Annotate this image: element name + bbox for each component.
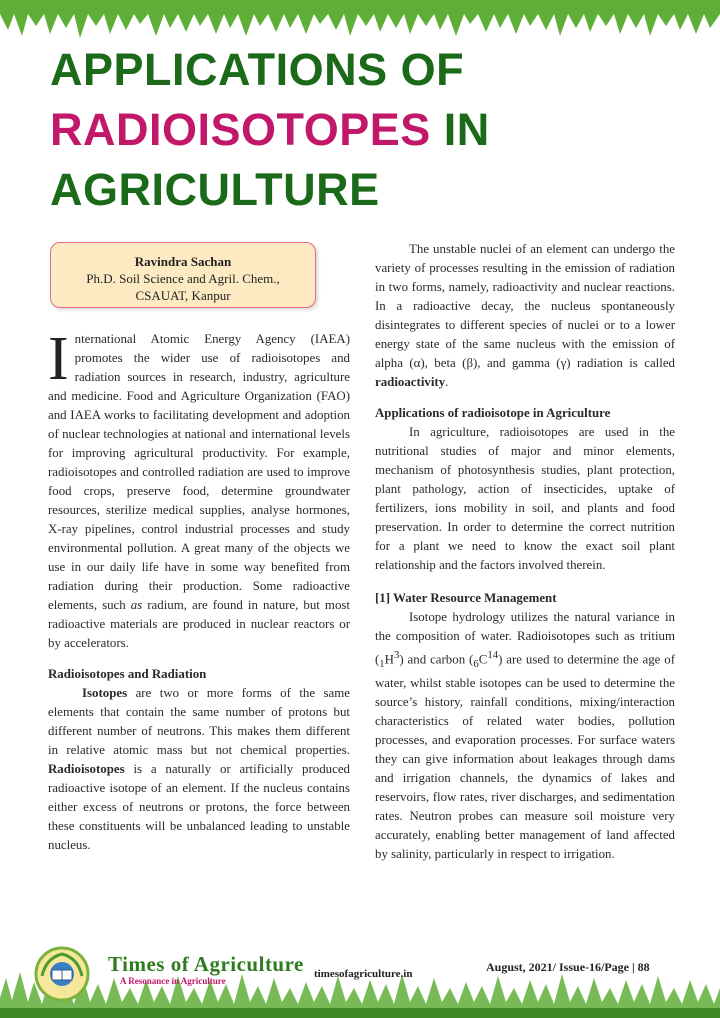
grass-top-decoration bbox=[0, 0, 720, 40]
title-radioisotopes: RADIOISOTOPES bbox=[50, 104, 431, 155]
water-text-a: Isotope hydrology utilizes the natural variance in the composition of water. Radioisotopes such as tritium ( bbox=[375, 610, 675, 667]
carbon-sub: 6 bbox=[473, 657, 479, 670]
water-paragraph bbox=[375, 608, 675, 864]
title-line-1: APPLICATIONS OF bbox=[50, 44, 465, 95]
radioisotopes-term: Radioisotopes bbox=[48, 762, 125, 776]
radioactivity-paragraph bbox=[375, 240, 675, 392]
radioactivity-end: . bbox=[445, 375, 449, 389]
intro-paragraph bbox=[48, 325, 350, 653]
tritium-el: H bbox=[384, 652, 394, 667]
section-heading-radioisotopes: Radioisotopes and Radiation bbox=[48, 667, 207, 681]
times-of-agriculture-logo-icon bbox=[32, 944, 92, 1004]
intro-as: as bbox=[130, 598, 143, 612]
water-text-c: ) are used to determine the age of water, whilst stable isotopes can be used to determine the source’s history, rainfall conditions, mixing/interaction characteristics of related water bodies, pollution processes, and evaporation processes. For surface waters they can give information about leakages through dams and irrigation channels, the dynamics of lakes and reservoirs, flow rates, river discharges, and sedimentation rates. Neutron probes can measure soil moisture very accurately, enabling better management of land affected by salinity, particularly in respect to irrigation. bbox=[375, 652, 676, 861]
footer-brand: Times of Agriculture bbox=[108, 952, 304, 976]
section-heading-water: [1] Water Resource Management bbox=[375, 591, 557, 605]
carbon-el: C bbox=[478, 652, 488, 667]
tritium-sup: 3 bbox=[393, 649, 400, 661]
tritium-sub: 1 bbox=[379, 657, 385, 670]
intro-text: nternational Atomic Energy Agency (IAEA) promotes the wider use of radioisotopes and radiation sources in research, industry, agriculture and medicine. Food and Agriculture Organization (FAO) and IAEA works to facilitating development and adoption of nuclear technologies at national and international levels for improving agricultural productivity. For example, radioisotopes and controlled radiation are used to improve food crops, preserve food, determine groundwater resources, sterilize medical supplies, analyse hormones, X-ray pipelines, control industrial processes and study environmental pollution. A great many of the objects we use in our daily life have in some way benefited from radiation during their production. Some radioactive elements, such bbox=[48, 332, 350, 612]
title-line-3: AGRICULTURE bbox=[50, 164, 380, 215]
applications-paragraph: In agriculture, radioisotopes are used in the nutritional studies of major and minor elements, mechanism of photosynthesis studies, plant protection, plant pathology, action of insecticides, uptake of fertilizers, ions mobility in soil, and plants and food preservation. In order to determine the correct nutrition for a plant we need to know the exact soil plant relationship and the factors involved therein. bbox=[375, 425, 675, 572]
article-title bbox=[50, 40, 690, 220]
author-affiliation-2: CSAUAT, Kanpur bbox=[135, 288, 231, 303]
intro-text-2: radium, are found in nature, but most radioactive materials are produced in nuclear reactors or by accelerators. bbox=[48, 598, 350, 650]
radioactivity-term: radioactivity bbox=[375, 375, 446, 389]
right-column bbox=[375, 240, 675, 864]
isotopes-term: Isotopes bbox=[82, 686, 128, 700]
radioisotopes-text: is a naturally or artificially produced radioactive isotope of an element. If the nucleus contains either excess of neutrons or protons, the force between these constituents will be unbalanced leading to unstable nucleus. bbox=[48, 762, 350, 852]
drop-cap: I bbox=[48, 325, 69, 393]
water-text-b: ) and carbon ( bbox=[399, 652, 474, 667]
author-affiliation-1: Ph.D. Soil Science and Agril. Chem., bbox=[86, 271, 280, 286]
author-name: Ravindra Sachan bbox=[134, 254, 232, 269]
carbon-sup: 14 bbox=[487, 649, 499, 661]
author-box bbox=[50, 242, 316, 308]
section-heading-applications: Applications of radioisotope in Agriculture bbox=[375, 406, 611, 420]
footer-url[interactable]: timesofagriculture.in bbox=[314, 968, 413, 980]
title-in: IN bbox=[430, 104, 490, 155]
radioactivity-text: The unstable nuclei of an element can undergo the variety of processes resulting in the emission of radiation in two forms, namely, radioactivity and nuclear reactions. In a radioactive decay, the nucleus spontaneously disintegrates to different species of nuclei or to a lower energy state of the same nucleus with the emission of alpha (α), beta (β), and gamma (γ) radiation is called bbox=[375, 242, 675, 370]
left-column bbox=[48, 325, 350, 855]
footer-tagline: A Resonance in Agriculture bbox=[120, 976, 226, 986]
footer-issue-page: August, 2021/ Issue-16/Page | 88 bbox=[486, 960, 650, 974]
title-line-2 bbox=[50, 100, 690, 160]
isotopes-text: are two or more forms of the same elements that contain the same number of protons but different number of neutrons. This makes them different in relative atomic mass but not chemical properties. bbox=[48, 686, 350, 757]
isotopes-paragraph bbox=[48, 684, 350, 855]
